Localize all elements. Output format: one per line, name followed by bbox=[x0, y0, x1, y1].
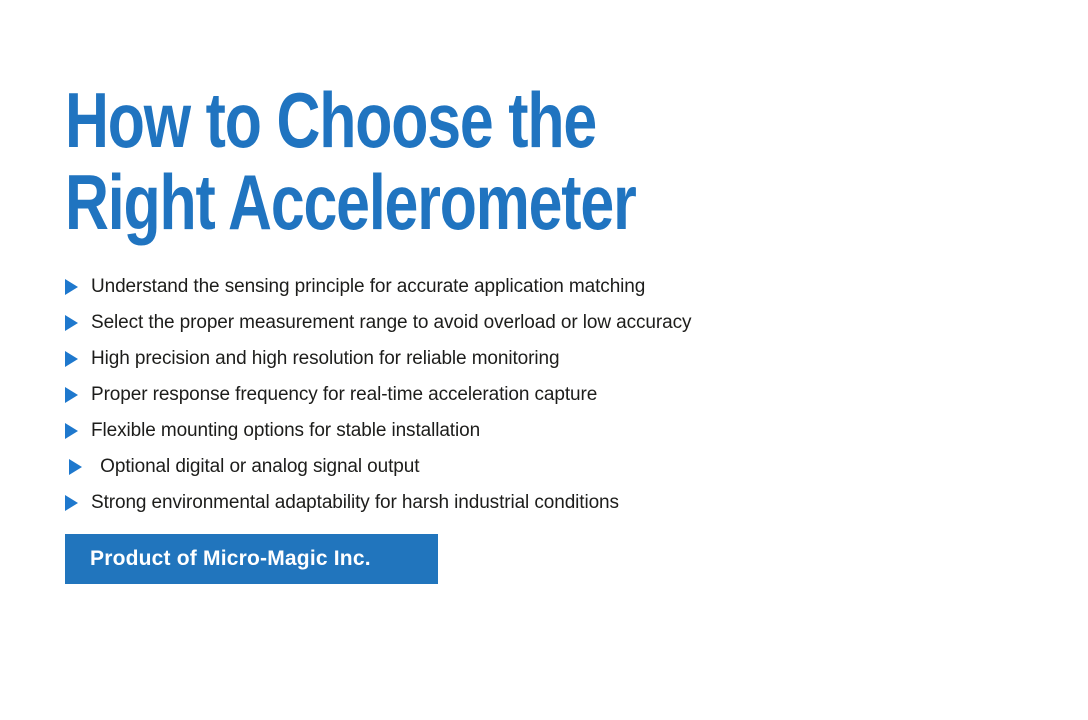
triangle-bullet-icon bbox=[65, 351, 78, 367]
bullet-text: High precision and high resolution for reliable monitoring bbox=[91, 348, 560, 369]
list-item bbox=[65, 492, 691, 514]
product-badge-label: Product of Micro-Magic Inc. bbox=[90, 547, 371, 570]
bullet-text: Strong environmental adaptability for harsh industrial conditions bbox=[91, 492, 619, 513]
bullet-text: Understand the sensing principle for accurate application matching bbox=[91, 276, 646, 297]
list-item bbox=[65, 348, 691, 370]
page-title-line-1: How to Choose the bbox=[65, 76, 597, 164]
bullet-text: Proper response frequency for real-time acceleration capture bbox=[91, 384, 598, 405]
list-item bbox=[65, 456, 691, 478]
triangle-bullet-icon bbox=[69, 459, 82, 475]
page-title-line-2: Right Accelerometer bbox=[65, 158, 636, 246]
triangle-bullet-icon bbox=[65, 423, 78, 439]
list-item bbox=[65, 420, 691, 442]
list-item bbox=[65, 276, 691, 298]
triangle-bullet-icon bbox=[65, 279, 78, 295]
triangle-bullet-icon bbox=[65, 387, 78, 403]
list-item bbox=[65, 312, 691, 334]
triangle-bullet-icon bbox=[65, 315, 78, 331]
bullet-text: Optional digital or analog signal output bbox=[95, 456, 420, 477]
bullet-text: Select the proper measurement range to avoid overload or low accuracy bbox=[91, 312, 692, 333]
bullet-text: Flexible mounting options for stable installation bbox=[91, 420, 481, 441]
product-badge bbox=[65, 534, 438, 584]
triangle-bullet-icon bbox=[65, 495, 78, 511]
page-title bbox=[65, 76, 636, 246]
bullet-list bbox=[65, 276, 691, 528]
list-item bbox=[65, 384, 691, 406]
